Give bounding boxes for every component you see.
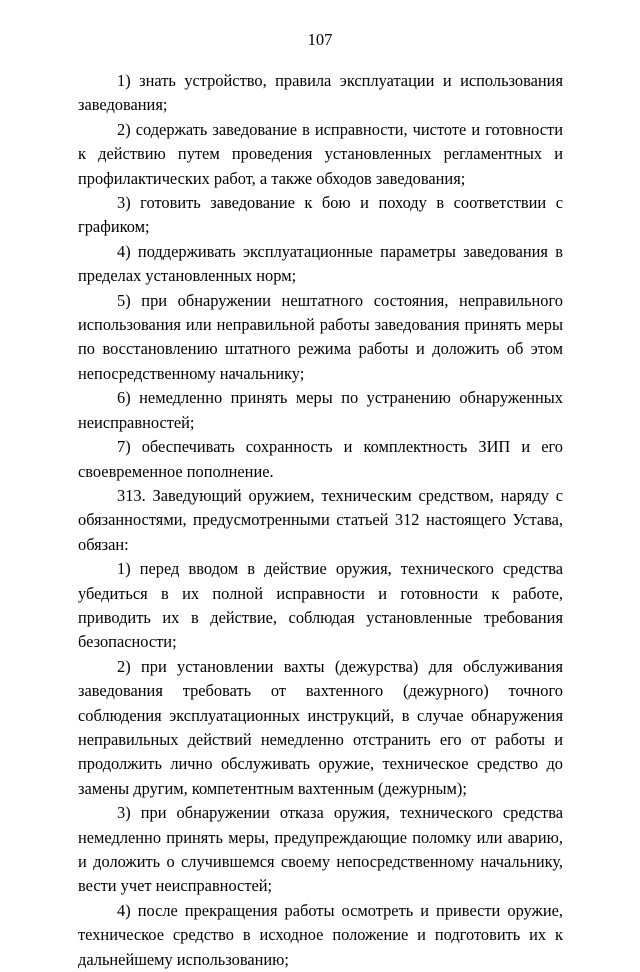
list-item-313-2: 2) при установлении вахты (дежурства) для обслуживания заведования требовать от вахтенного (дежурного) точного соблюдения эксплуатационных инструкций, в случае обнаружения неправильных действий немедленно отстранить его от работы и продолжить лично обслуживать оружие, техническое средство до замены другим, компетентным вахтенным (дежурным); (78, 656, 563, 798)
page-number: 107 (307, 30, 333, 49)
list-item-duty-3: 3) готовить заведование к бою и походу в соответствии с графиком; (78, 193, 563, 237)
list-item-duty-4: 4) поддерживать эксплуатационные параметры заведования в пределах установленных норм; (78, 241, 563, 286)
list-item-duty-6: 6) немедленно принять меры по устранению обнаруженных неисправностей; (78, 388, 563, 432)
article-313: 313. Заведующий оружием, техническим средством, наряду с обязанностями, предусмотренными статьей 312 настоящего Устава, обязан: (78, 485, 563, 554)
list-item-duty-1: 1) знать устройство, правила эксплуатации и использования заведования; (78, 71, 563, 115)
list-item-duty-5: 5) при обнаружении нештатного состояния, неправильного использования или неправильной работы заведования принять меры по восстановлению штатного режима работы и доложить об этом непосредственному начальнику; (78, 290, 563, 383)
list-item-duty-7: 7) обеспечивать сохранность и комплектность ЗИП и его своевременное пополнение. (78, 437, 563, 481)
list-item-313-3: 3) при обнаружении отказа оружия, технического средства немедленно принять меры, предупреждающие поломку или аварию, и доложить о случившемся своему непосредственному начальнику, вести учет неисправностей; (78, 803, 563, 896)
list-item-duty-2: 2) содержать заведование в исправности, чистоте и готовности к действию путем проведения установленных регламентных и профилактических работ, а также обходов заведования; (78, 119, 563, 188)
list-item-313-4: 4) после прекращения работы осмотреть и привести оружие, техническое средство в исходное положение и подготовить их к дальнейшему использованию; (78, 900, 563, 969)
list-item-313-1: 1) перед вводом в действие оружия, технического средства убедиться в их полной исправности и готовности к работе, приводить их в действие, соблюдая установленные требования безопасности; (78, 559, 563, 652)
document-body (78, 69, 563, 972)
